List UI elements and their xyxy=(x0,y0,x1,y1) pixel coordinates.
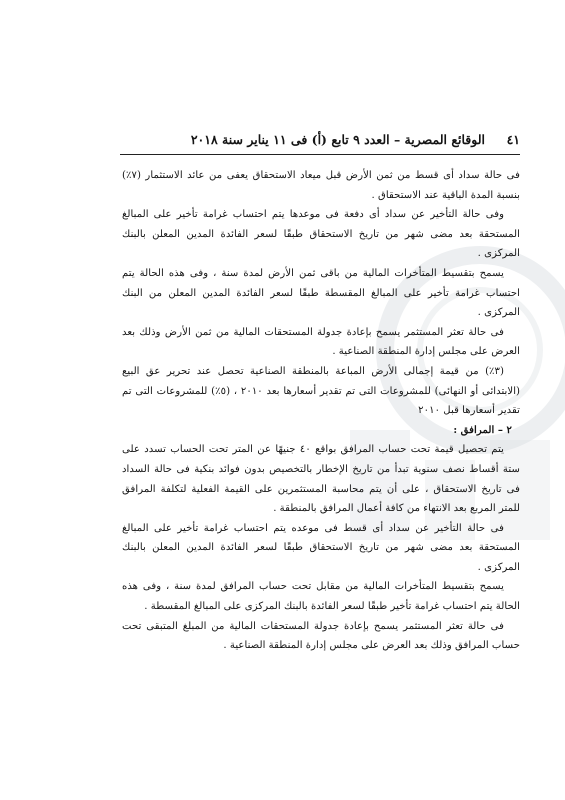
paragraph: وفى حالة التأخير عن سداد أى دفعة فى موعدها يتم احتساب غرامة تأخير على المبالغ المستحقة بعد مضى شهر من تاريخ الاستحقاق طبقًا لسعر الفائدة المدين المعلن بالبنك المركزى . xyxy=(122,209,520,260)
paragraph: فى حالة التأخير عن سداد أى قسط فى موعده يتم احتساب غرامة تأخير على المبالغ المستحقة بعد مضى شهر من تاريخ الاستحقاق طبقًا لسعر الفائدة المدين المعلن بالبنك المركزى . xyxy=(122,522,520,573)
paragraph: يسمح بتقسيط المتأخرات المالية من مقابل تحت حساب المرافق لمدة سنة ، وفى هذه الحالة يتم احتساب غرامة تأخير طبقًا لسعر الفائدة بالبنك المركزى على المبالغ المقسطة . xyxy=(122,581,520,613)
paragraph: يتم تحصيل قيمة تحت حساب المرافق بواقع ٤٠ جنيهًا عن المتر تحت الحساب تسدد على ستة أقساط نصف سنوية تبدأ من تاريخ الإخطار بالتخصيص بدون فوائد بنكية فى حالة السداد فى تاريخ الاستحقاق ، على أن يتم محاسبة المستثمرين على القيمة الفعلية لتكلفة المرافق للمتر المربع بعد الانتهاء من كافة أعمال المرافق بالمنطقة . xyxy=(122,444,520,515)
document-body xyxy=(122,166,520,656)
paragraph: (٣٪) من قيمة إجمالى الأرض المباعة بالمنطقة الصناعية تحصل عند تحرير عق البيع (الابتدائى أو النهائى) للمشروعات التى تم تقدير أسعارها بعد ٢٠١٠ ، (٥٪) للمشروعات التى تم تقدير أسعارها قبل ٢٠١٠ xyxy=(122,365,521,417)
page-header xyxy=(120,132,520,152)
paragraph: فى حالة تعثر المستثمر يسمح بإعادة جدولة المستحقات المالية من ثمن الأرض وذلك بعد العرض على مجلس إدارة المنطقة الصناعية . xyxy=(122,326,520,358)
paragraph: يسمح بتقسيط المتأخرات المالية من باقى ثمن الأرض لمدة سنة ، وفى هذه الحالة يتم احتساب غرامة تأخير على المبالغ المقسطة طبقًا لسعر الفائدة المدين المعلن من البنك المركزى . xyxy=(122,267,520,319)
paragraph: فى حالة سداد أى قسط من ثمن الأرض قبل ميعاد الاستحقاق يعفى من عائد الاستثمار (٧٪) بنسبة المدة الباقية عند الاستحقاق . xyxy=(122,170,520,201)
header-rule xyxy=(120,154,520,155)
section-heading: ٢ – المرافق : xyxy=(453,423,512,436)
gazette-title: الوقائع المصرية – العدد ٩ تابع (أ) فى ١١ يناير سنة ٢٠١٨ xyxy=(190,132,485,147)
page-number: ٤١ xyxy=(506,132,520,147)
paragraph: فى حالة تعثر المستثمر يسمح بإعادة جدولة المستحقات المالية من المبلغ المتبقى تحت حساب المرافق وذلك بعد العرض على مجلس إدارة المنطقة الصناعية . xyxy=(122,620,520,652)
